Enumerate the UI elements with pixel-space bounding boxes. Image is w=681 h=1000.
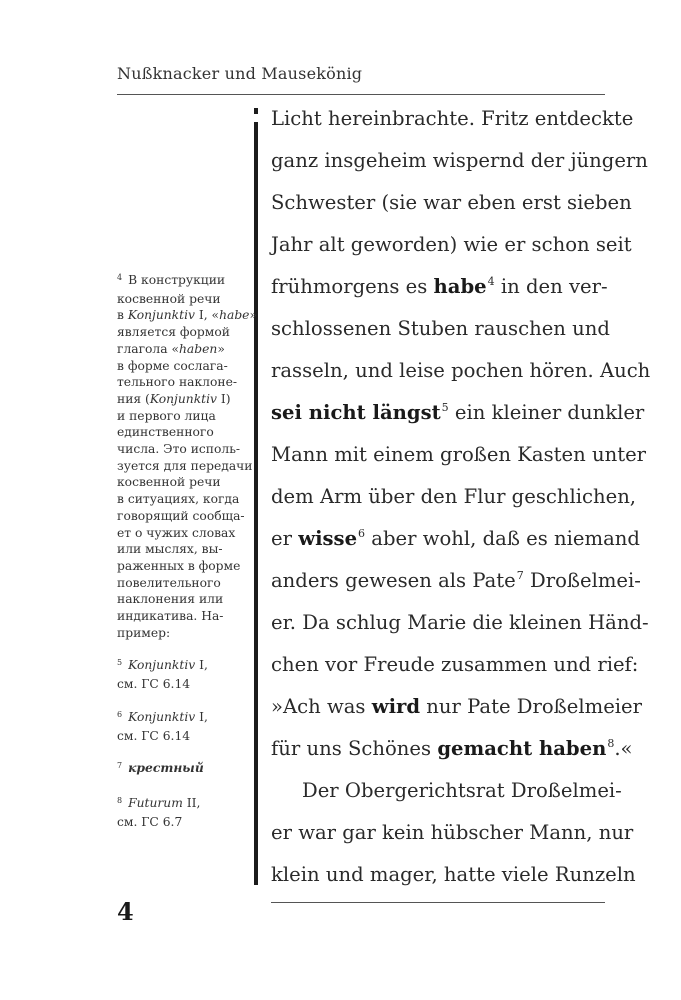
- footnote-line: тельного наклоне-: [117, 375, 237, 390]
- footnote-line: пример:: [117, 625, 171, 640]
- text-line: Schwester (sie war eben erst sieben: [271, 191, 632, 214]
- footnote-line: косвенной речи: [117, 475, 221, 490]
- footnote-number: 6: [117, 709, 123, 719]
- footnote-text: I,: [195, 658, 208, 673]
- text-line: schlossenen Stuben rauschen und: [271, 317, 610, 340]
- footnote-line: ет о чужих словах: [117, 525, 236, 540]
- text-line: Der Obergerichtsrat Droßelmei-: [302, 779, 622, 802]
- bold-term: sei nicht längst: [271, 401, 441, 424]
- footnote-line: см. ГС 6.14: [117, 677, 191, 692]
- page-number: 4: [117, 897, 134, 926]
- footnote-line: зуется для передачи: [117, 458, 253, 473]
- footnote-number: 5: [117, 658, 123, 668]
- footnote-ref: 7: [516, 569, 524, 582]
- text-run: aber wohl, daß es niemand: [365, 527, 640, 550]
- footnote-5: [117, 657, 257, 692]
- main-text-column: [271, 98, 651, 896]
- text-run: .«: [614, 737, 633, 760]
- footnote-italic: haben: [179, 341, 218, 356]
- footnote-line: [117, 341, 257, 358]
- text-run: frühmorgens es: [271, 275, 434, 298]
- footnote-italic: Konjunktiv: [128, 709, 196, 724]
- footnote-7: [117, 760, 257, 779]
- footer-rule: [271, 902, 605, 903]
- footnote-ref: 4: [487, 275, 495, 288]
- text-line: [271, 392, 645, 434]
- vertical-bar-bottom-dot: [254, 873, 258, 879]
- footnote-ref: 5: [441, 401, 449, 414]
- footnote-italic: Futurum: [128, 795, 183, 810]
- footnote-line: косвенной речи: [117, 291, 221, 306]
- vertical-bar-top-dot: [254, 108, 258, 114]
- text-line: rasseln, und leise pochen hören. Auch: [271, 359, 651, 382]
- footnote-line: или мыслях, вы-: [117, 542, 223, 557]
- text-line: klein und mager, hatte viele Runzeln: [271, 863, 636, 886]
- text-line: Jahr alt geworden) wie er schon seit: [271, 233, 632, 256]
- footnote-ref: 6: [358, 527, 366, 540]
- footnote-line: см. ГС 6.7: [117, 814, 183, 829]
- footnote-italic: Konjunktiv: [149, 391, 217, 406]
- footnote-italic: Konjunktiv: [127, 308, 195, 323]
- text-line: chen vor Freude zusammen und rief:: [271, 653, 639, 676]
- footnote-line: числа. Это исполь-: [117, 442, 241, 457]
- footnote-line: в ситуациях, когда: [117, 492, 240, 507]
- footnote-line: [117, 391, 257, 408]
- footnote-line: наклонения или: [117, 592, 224, 607]
- footnote-text: глагола «: [117, 341, 180, 356]
- bold-term: gemacht haben: [437, 737, 607, 760]
- text-line: [271, 266, 608, 308]
- text-run: für uns Schönes: [271, 737, 438, 760]
- footnote-8: [117, 795, 257, 830]
- text-line: er. Da schlug Marie die kleinen Händ-: [271, 611, 649, 634]
- text-run: nur Pate Droßelmeier: [420, 695, 643, 718]
- footnote-line: является формой: [117, 325, 230, 340]
- text-line: dem Arm über den Flur geschlichen,: [271, 485, 637, 508]
- footnote-line: повелительного: [117, 575, 221, 590]
- footnote-text: В конструкции: [128, 273, 226, 287]
- footnote-text: II,: [182, 795, 201, 810]
- footnote-text: I, «: [194, 308, 220, 323]
- footnote-line: индикатива. На-: [117, 609, 224, 624]
- text-line: Licht hereinbrachte. Fritz entdeckte: [271, 107, 634, 130]
- text-run: »Ach was: [271, 695, 372, 718]
- footnote-sidebar: [117, 272, 257, 830]
- bold-term: habe: [433, 275, 487, 298]
- text-line: [271, 560, 641, 602]
- text-line: Mann mit einem großen Kasten unter: [271, 443, 647, 466]
- text-line: [271, 686, 643, 728]
- footnote-line: [117, 272, 257, 291]
- footnote-line: [117, 760, 257, 779]
- footnote-line: раженных в форме: [117, 558, 241, 573]
- footnote-text: »: [249, 308, 257, 323]
- footnote-number: 8: [117, 795, 123, 805]
- bold-term: wisse: [298, 527, 358, 550]
- text-run: Droßelmei-: [523, 569, 641, 592]
- text-run: ein kleiner dunkler: [448, 401, 645, 424]
- footnote-italic: Konjunktiv: [128, 658, 196, 673]
- running-header: Nußknacker und Mausekönig: [117, 64, 363, 83]
- footnote-text: I): [216, 391, 231, 406]
- footnote-text: »: [217, 341, 225, 356]
- footnote-bold-italic: крестный: [128, 760, 204, 776]
- footnote-text: I,: [195, 709, 208, 724]
- footnote-ref: 8: [607, 737, 615, 750]
- bold-term: wird: [371, 695, 421, 718]
- footnote-line: [117, 307, 257, 324]
- footnote-text: ния (: [117, 391, 150, 406]
- footnote-italic: habe: [219, 308, 250, 323]
- footnote-line: и первого лица: [117, 408, 216, 423]
- footnote-number: 4: [117, 273, 123, 282]
- text-line: [271, 728, 633, 770]
- footnote-line: в форме сослага-: [117, 358, 228, 373]
- text-line: er war gar kein hübscher Mann, nur: [271, 821, 634, 844]
- header-rule: [117, 94, 605, 95]
- footnote-line: см. ГС 6.14: [117, 728, 191, 743]
- footnote-6: [117, 709, 257, 744]
- footnote-line: единственного: [117, 425, 214, 440]
- text-run: anders gewesen als Pate: [271, 569, 516, 592]
- footnote-text: в: [117, 308, 128, 323]
- text-run: in den ver-: [494, 275, 608, 298]
- footnote-4: [117, 272, 257, 641]
- footnote-line: говорящий сообща-: [117, 508, 245, 523]
- text-run: er: [271, 527, 299, 550]
- footnote-line: [117, 795, 257, 814]
- text-line: [271, 518, 640, 560]
- text-line: ganz insgeheim wispernd der jüngern: [271, 149, 648, 172]
- footnote-number: 7: [117, 761, 123, 771]
- footnote-line: [117, 657, 257, 676]
- footnote-line: [117, 709, 257, 728]
